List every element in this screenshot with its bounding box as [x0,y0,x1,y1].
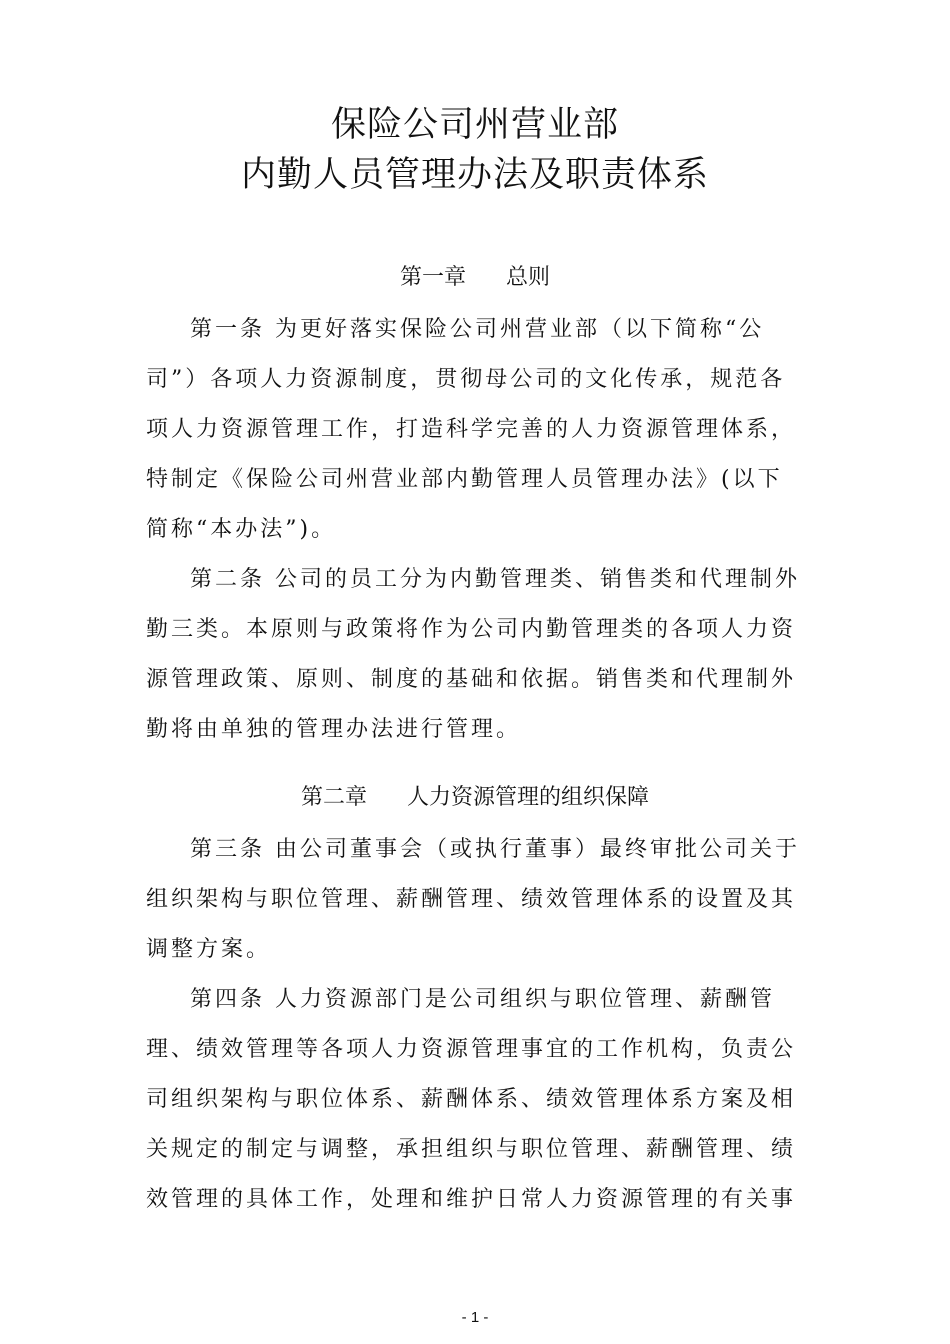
chapter-name: 人力资源管理的组织保障 [407,785,650,810]
paragraph-line: 调整方案。 [146,937,272,962]
paragraph-line: 理、绩效管理等各项人力资源管理事宜的工作机构，负责公 [146,1037,797,1062]
paragraph-line: 司”）各项人力资源制度，贯彻母公司的文化传承，规范各 [146,367,786,392]
paragraph-line: 第四条 人力资源部门是公司组织与职位管理、薪酬管 [190,987,775,1012]
document-title-line-1: 保险公司州营业部 [330,105,619,145]
paragraph-line: 项人力资源管理工作，打造科学完善的人力资源管理体系， [146,417,797,442]
paragraph-line: 组织架构与职位管理、薪酬管理、绩效管理体系的设置及其 [146,887,797,912]
paragraph-line: 关规定的制定与调整，承担组织与职位管理、薪酬管理、绩 [146,1137,797,1162]
document-title-line-2: 内勤人员管理办法及职责体系 [240,155,709,195]
paragraph-line: 第三条 由公司董事会（或执行董事）最终审批公司关于 [190,837,800,862]
paragraph-line: 第二条 公司的员工分为内勤管理类、销售类和代理制外 [190,567,800,592]
paragraph-line: 特制定《保险公司州营业部内勤管理人员管理办法》(以下 [146,467,783,492]
paragraph-line: 第一条 为更好落实保险公司州营业部（以下简称“公 [190,317,765,342]
chapter-number: 第二章 [300,785,367,810]
chapter-heading-2 [0,787,950,809]
paragraph-line: 简称“本办法”)。 [146,517,337,542]
paragraph-line: 勤三类。本原则与政策将作为公司内勤管理类的各项人力资 [146,617,797,642]
paragraph-line: 源管理政策、原则、制度的基础和依据。销售类和代理制外 [146,667,797,692]
paragraph-line: 司组织架构与职位体系、薪酬体系、绩效管理体系方案及相 [146,1087,797,1112]
paragraph-line: 勤将由单独的管理办法进行管理。 [146,717,522,742]
paragraph-line: 效管理的具体工作，处理和维护日常人力资源管理的有关事 [146,1187,797,1212]
chapter-heading-1 [0,267,950,289]
page-number: - 1 - [461,1309,489,1326]
chapter-number: 第一章 [399,265,466,290]
chapter-name: 总则 [506,265,551,290]
